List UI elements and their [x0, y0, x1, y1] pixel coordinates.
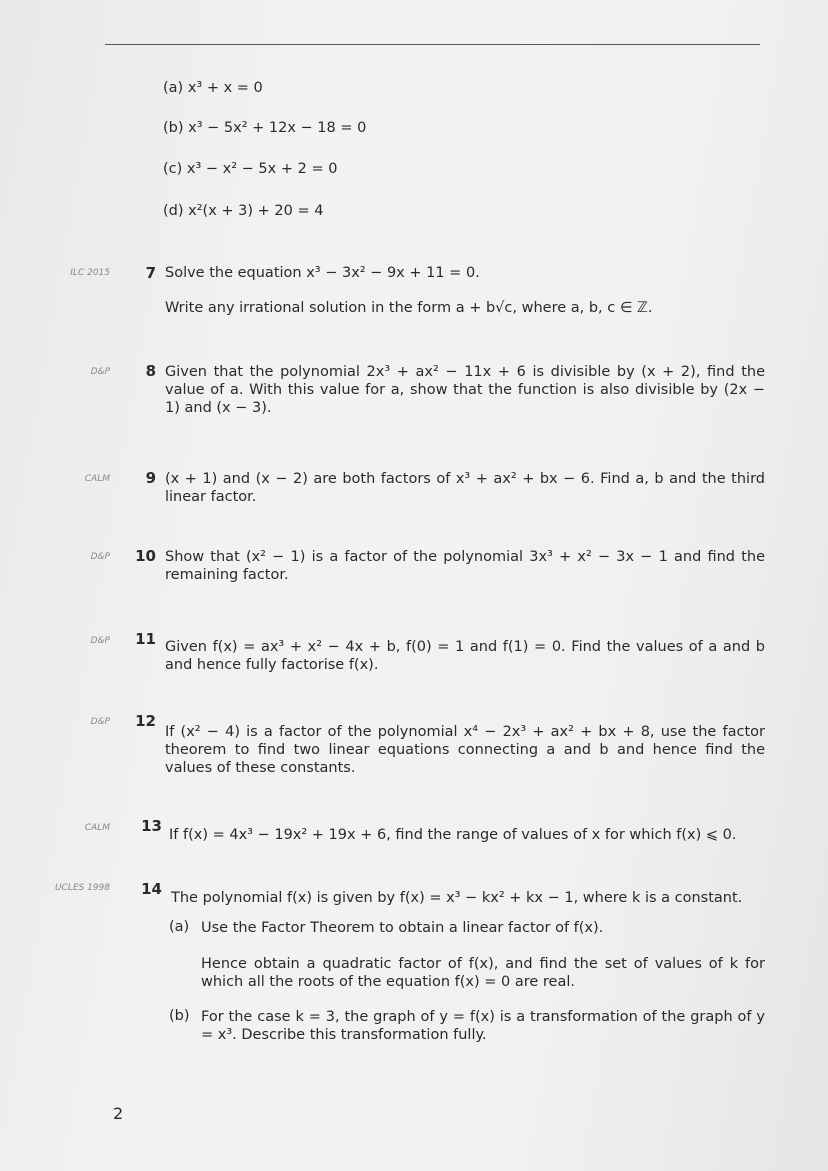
part-d — [163, 203, 323, 219]
question-text: If (x² − 4) is a factor of the polynomial x⁴ − 2x³ + ax² + bx + 8, use the factor theorem to find two linear equations connecting a and b and hence find the values of these constants. — [165, 724, 765, 776]
part-label: (a) — [163, 80, 184, 96]
question-source: ILC 2015 — [70, 268, 110, 278]
header-rule — [105, 44, 760, 45]
question-number: 8 — [145, 362, 156, 380]
part-text: x³ + x = 0 — [187, 80, 263, 96]
part-b — [163, 120, 366, 136]
question-number: 9 — [145, 469, 156, 487]
question-text: Write any irrational solution in the form a + b√c, where a, b, c ∈ ℤ. — [165, 300, 653, 316]
subpart-label: (a) — [169, 919, 190, 935]
question-source: D&P — [90, 636, 110, 646]
question-number: 10 — [135, 547, 156, 565]
subpart-label: (b) — [169, 1008, 190, 1024]
part-c — [163, 161, 337, 177]
subpart-text: Use the Factor Theorem to obtain a linear factor of f(x). — [201, 920, 604, 936]
part-text: x³ − 5x² + 12x − 18 = 0 — [188, 120, 367, 136]
question-text: Given f(x) = ax³ + x² − 4x + b, f(0) = 1 and f(1) = 0. Find the values of a and b and hence fully factorise f(x). — [165, 639, 765, 673]
question-source: CALM — [84, 823, 110, 833]
question-number: 7 — [145, 264, 156, 282]
question-source: D&P — [90, 717, 110, 727]
part-text: x³ − x² − 5x + 2 = 0 — [186, 161, 338, 177]
part-label: (d) — [163, 203, 184, 219]
question-number: 12 — [135, 712, 156, 730]
question-text: (x + 1) and (x − 2) are both factors of x³ + ax² + bx − 6. Find a, b and the third linear factor. — [165, 471, 765, 505]
question-source: CALM — [84, 474, 110, 484]
question-number: 13 — [141, 817, 162, 835]
question-number: 11 — [135, 630, 156, 648]
question-text: Show that (x² − 1) is a factor of the polynomial 3x³ + x² − 3x − 1 and find the remaining factor. — [165, 549, 765, 583]
subpart-text: Hence obtain a quadratic factor of f(x), and find the set of values of k for which all the roots of the equation f(x) = 0 are real. — [201, 956, 765, 990]
question-number: 14 — [141, 880, 162, 898]
question-source: D&P — [90, 367, 110, 377]
question-source: UCLES 1998 — [54, 883, 110, 893]
part-label: (c) — [163, 161, 183, 177]
subpart-text: For the case k = 3, the graph of y = f(x) is a transformation of the graph of y = x³. Describe this transformation fully. — [201, 1009, 765, 1043]
question-text: Given that the polynomial 2x³ + ax² − 11x + 6 is divisible by (x + 2), find the value of a. With this value for a, show that the function is also divisible by (2x − 1) and (x − 3). — [165, 364, 765, 416]
part-a — [163, 80, 263, 96]
part-label: (b) — [163, 120, 184, 136]
part-text: x²(x + 3) + 20 = 4 — [188, 203, 324, 219]
question-text: If f(x) = 4x³ − 19x² + 19x + 6, find the range of values of x for which f(x) ⩽ 0. — [169, 827, 737, 843]
question-text: The polynomial f(x) is given by f(x) = x³ − kx² + kx − 1, where k is a constant. — [171, 890, 743, 906]
page-number: 2 — [113, 1104, 124, 1123]
question-text: Solve the equation x³ − 3x² − 9x + 11 = 0. — [165, 265, 480, 281]
question-source: D&P — [90, 552, 110, 562]
